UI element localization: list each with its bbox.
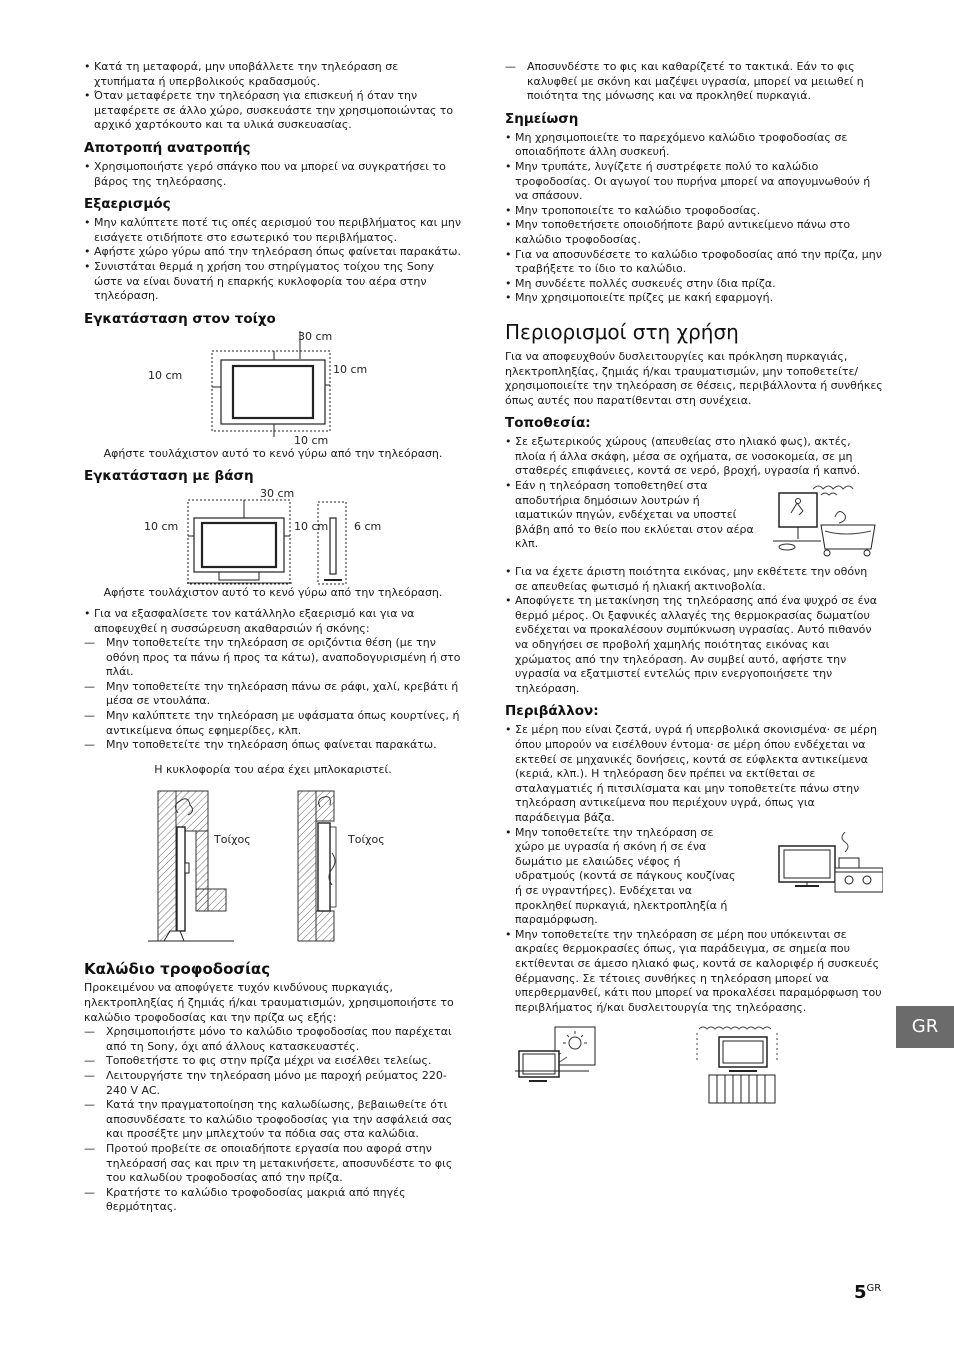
wall-dim-left: 10 cm [148,368,183,382]
list-item: — Μην τοποθετείτε την τηλεόραση πάνω σε ράφι, χαλί, κρεβάτι ή μέσα σε ντουλάπα. [84,680,462,709]
environment-heading: Περιβάλλον: [505,703,599,720]
wall-install-heading: Εγκατάσταση στον τοίχο [84,310,276,327]
ventilation-heading: Εξαερισμός [84,196,171,213]
list-item: — Χρησιμοποιήστε μόνο το καλώδιο τροφοδοσίας που παρέχεται από τη Sony, όχι από άλλους κατασκευαστές. [84,1025,462,1054]
list-item: • Μην τροποποιείτε το καλώδιο τροφοδοσίας. [505,204,883,219]
environment-list-3 [505,928,883,1016]
tip-over-heading: Αποτροπή ανατροπής [84,139,251,156]
list-item: • Μη χρησιμοποιείτε το παρεχόμενο καλώδιο τροφοδοσίας σε οποιαδήποτε άλλη συσκευή. [505,131,883,160]
page-number-value: 5 [854,1282,867,1303]
kitchen-illustration [755,832,883,898]
environment-list-2 [505,826,741,928]
section-title: Περιορισμοί στη χρήση [505,319,739,344]
list-item: • Μην τοποθετείτε την τηλεόραση σε μέρη που υπόκεινται σε ακραίες θερμοκρασίες όπως, για παράδειγμα, σε σημεία που εκτίθενται σε άμεσο ηλιακό φως, κοντά σε καλοριφέρ ή συσκευές θέρμανσης. Σε τέτοιες συνθήκες η τηλεόραση μπορεί να υπερθερμανθεί, κάτι που μπορεί να προκαλέσει παραμόρφωση του περιβλήματος ή/και δυσλειτουργία της τηλεόρασης. [505,928,883,1016]
right-column [505,60,883,1107]
ventilation-list [84,216,462,304]
stand-install-diagram [84,488,462,586]
heat-illustrations [505,1023,883,1107]
wall-label-1: Τοίχος [214,833,251,847]
stand-dim-left: 10 cm [144,520,179,534]
list-item: — Κρατήστε το καλώδιο τροφοδοσίας μακριά από πηγές θερμότητας. [84,1186,462,1215]
airflow-list [84,607,462,753]
list-item: • Μην χρησιμοποιείτε πρίζες με κακή εφαρμογή. [505,291,883,306]
list-item: • Εάν η τηλεόραση τοποθετηθεί στα αποδυτήρια δημόσιων λουτρών ή ιαματικών πηγών, ενδέχεται να υποστεί βλάβη από το θείο που εκλύεται στον αέρα κλπ. [505,479,755,552]
section-intro: Για να αποφευχθούν δυσλειτουργίες και πρόκληση πυρκαγιάς, ηλεκτροπληξίας, ζημιάς ή/και τραυματισμών, μην τοποθετείτε/χρησιμοποιείτε την τηλεόραση σε θέσεις, περιβάλλοντα ή συνθήκες όπως αυτές που παρατίθενται στη συνέχεια. [505,349,883,407]
intro-list [84,60,462,133]
wall-install-caption: Αφήστε τουλάχιστον αυτό το κενό γύρω από την τηλεόραση. [103,446,443,460]
kitchen-row [505,826,883,928]
list-item: • Συνιστάται θερμά η χρήση του στηρίγματος τοίχου της Sony ώστε να είναι δυνατή η επαρκής κυκλοφορία του αέρα στην τηλεόραση. [84,260,462,304]
list-item: • Χρησιμοποιήστε γερό σπάγκο που να μπορεί να συγκρατήσει το βάρος της τηλεόρασης. [84,160,462,189]
list-item: • Για να αποσυνδέσετε το καλώδιο τροφοδοσίας από την πρίζα, μην τραβήξετε το ίδιο το καλώδιο. [505,248,883,277]
note-heading: Σημείωση [505,110,579,127]
wall-dim-top: 30 cm [298,330,333,343]
environment-list [505,723,883,825]
list-item: — Κατά την πραγματοποίηση της καλωδίωσης, βεβαιωθείτε ότι αποσυνδέσατε το καλώδιο τροφοδοσίας για την ασφάλειά σας και προσέξτε μην μπλεχτούν τα πόδια σας στα καλώδια. [84,1098,462,1142]
list-item: — Λειτουργήστε την τηλεόραση μόνο με παροχή ρεύματος 220-240 V AC. [84,1069,462,1098]
airflow-dash-list [84,636,462,753]
wall-install-diagram [84,331,462,447]
left-column [84,60,462,1215]
list-item: • Μη συνδέετε πολλές συσκευές στην ίδια πρίζα. [505,277,883,292]
page-number [854,1282,881,1303]
list-item: • Κατά τη μεταφορά, μην υποβάλλετε την τηλεόραση σε χτυπήματα ή υπερβολικούς κραδασμούς. [84,60,462,89]
blocked-caption: Η κυκλοφορία του αέρα έχει μπλοκαριστεί. [154,762,392,776]
tip-over-list [84,160,462,189]
stand-dim-top: 30 cm [260,488,295,501]
list-item: — Τοποθετήστε το φις στην πρίζα μέχρι να εισέλθει τελείως. [84,1054,462,1069]
power-cord-list [84,1025,462,1215]
stand-dim-right: 10 cm [294,520,329,534]
list-item: • Αποφύγετε τη μετακίνηση της τηλεόρασης από ένα ψυχρό σε ένα θερμό μέρος. Οι ξαφνικές αλλαγές της θερμοκρασίας δωματίου ενδέχεται να προκαλέσουν συμπύκνωση υγρασίας. Αυτό πιθανόν να οδηγήσει σε προβολή χαμηλής ποιότητας εικόνας και χρώματος από την τηλεόραση. Αν συμβεί αυτό, αφήστε την υγρασία να εξατμιστεί εντελώς πριν ενεργοποιήσετε την τηλεόραση. [505,594,883,696]
list-item: • Μην τοποθετείτε την τηλεόραση σε χώρο με υγρασία ή σκόνη ή σε ένα δωμάτιο με ελαιώδες νέφος ή υδρατμούς (κοντά σε πάγκους κουζίνας ή σε υγραντήρες). Ενδέχεται να προκληθεί πυρκαγιά, ηλεκτροπληξία ή παραμόρφωση. [505,826,741,928]
list-item: • Μην καλύπτετε ποτέ τις οπές αερισμού του περιβλήματος και μην εισάγετε οτιδήποτε στο εσωτερικό του περιβλήματος. [84,216,462,245]
placement-list [505,435,883,479]
list-item: • Μην τοποθετήσετε οποιοδήποτε βαρύ αντικείμενο πάνω στο καλώδιο τροφοδοσίας. [505,218,883,247]
list-item: — Μην τοποθετείτε την τηλεόραση όπως φαίνεται παρακάτω. [84,738,462,753]
airflow-intro: Για να εξασφαλίσετε τον κατάλληλο εξαερισμό και για να αποφευχθεί η συσσώρευση ακαθαρσιών ή σκόνης: [94,606,415,635]
list-item: — Αποσυνδέστε το φις και καθαρίζετέ το τακτικά. Εάν το φις καλυφθεί με σκόνη και μαζέψει υγρασία, μπορεί να μειωθεί η ποιότητα της μόνωσης και να προκληθεί πυρκαγιά. [505,60,883,104]
plug-dash-list [505,60,883,104]
note-list [505,131,883,306]
blocked-airflow-diagram [84,783,462,949]
wall-dim-bottom: 10 cm [294,433,329,447]
list-item [84,607,462,753]
power-cord-intro: Προκειμένου να αποφύγετε τυχόν κινδύνους πυρκαγιάς, ηλεκτροπληξίας ή ζημιάς ή/και τραυματισμών, χρησιμοποιήστε το καλώδιο τροφοδοσίας και την πρίζα ως εξής: [84,981,454,1024]
placement-heading: Τοποθεσία: [505,415,591,432]
list-item: • Μην τρυπάτε, λυγίζετε ή συστρέφετε πολύ το καλώδιο τροφοδοσίας. Οι αγωγοί του πυρήνα μπορεί να απογυμνωθούν ή να σπάσουν. [505,160,883,204]
power-cord-heading: Καλώδιο τροφοδοσίας [84,960,271,979]
list-item: • Σε μέρη που είναι ζεστά, υγρά ή υπερβολικά σκονισμένα· σε μέρη όπου μπορούν να εισέλθουν έντομα· σε μέρη όπου ενδέχεται να εκτεθεί σε μηχανικές δονήσεις, κοντά σε εύφλεκτα αντικείμενα (κεριά, κλπ.). Η τηλεόραση δεν πρέπει να εκτίθεται σε σταλαγματιές ή πιτσιλίσματα και μην τοποθετείτε πάνω στην τηλεόραση αντικείμενα που περιέχουν υγρά, όπως για παράδειγμα βάζα. [505,723,883,825]
stand-dim-back: 6 cm [354,520,382,534]
list-item: — Μην τοποθετείτε την τηλεόραση σε οριζόντια θέση (με την οθόνη προς τα πάνω ή προς τα κάτω), αναποδογυρισμένη ή στο πλάι. [84,636,462,680]
list-item: • Σε εξωτερικούς χώρους (απευθείας στο ηλιακό φως), ακτές, πλοία ή άλλα σκάφη, μέσα σε οχήματα, σε νοσοκομεία, σε μη σταθερές επιφάνειες, κοντά σε νερό, βροχή, υγρασία ή καπνό. [505,435,883,479]
bath-row [505,479,883,561]
list-item: — Μην καλύπτετε την τηλεόραση με υφάσματα όπως κουρτίνες, ή αντικείμενα όπως εφημερίδες, κλπ. [84,709,462,738]
stand-install-caption: Αφήστε τουλάχιστον αυτό το κενό γύρω από την τηλεόραση. [103,586,443,600]
bath-illustration [769,483,879,561]
placement-list-3 [505,565,883,696]
wall-label-2: Τοίχος [348,833,385,847]
stand-install-heading: Εγκατάσταση με βάση [84,468,254,485]
language-tab: GR [896,1006,954,1048]
list-item: • Όταν μεταφέρετε την τηλεόραση για επισκευή ή όταν την μεταφέρετε σε άλλο χώρο, συσκευάστε την χρησιμοποιώντας το αρχικό χαρτόκουτο και τα υλικά συσκευασίας. [84,89,462,133]
wall-dim-right: 10 cm [333,362,368,376]
page-number-suffix: GR [866,1283,882,1294]
placement-list-2 [505,479,755,552]
list-item: — Προτού προβείτε σε οποιαδήποτε εργασία που αφορά στην τηλεόρασή σας και πριν τη μετακινήσετε, αποσυνδέστε το φις του καλωδίου τροφοδοσίας από την πρίζα. [84,1142,462,1186]
list-item: • Για να έχετε άριστη ποιότητα εικόνας, μην εκθέτετε την οθόνη σε απευθείας φωτισμό ή ηλιακή ακτινοβολία. [505,565,883,594]
list-item: • Αφήστε χώρο γύρω από την τηλεόραση όπως φαίνεται παρακάτω. [84,245,462,260]
